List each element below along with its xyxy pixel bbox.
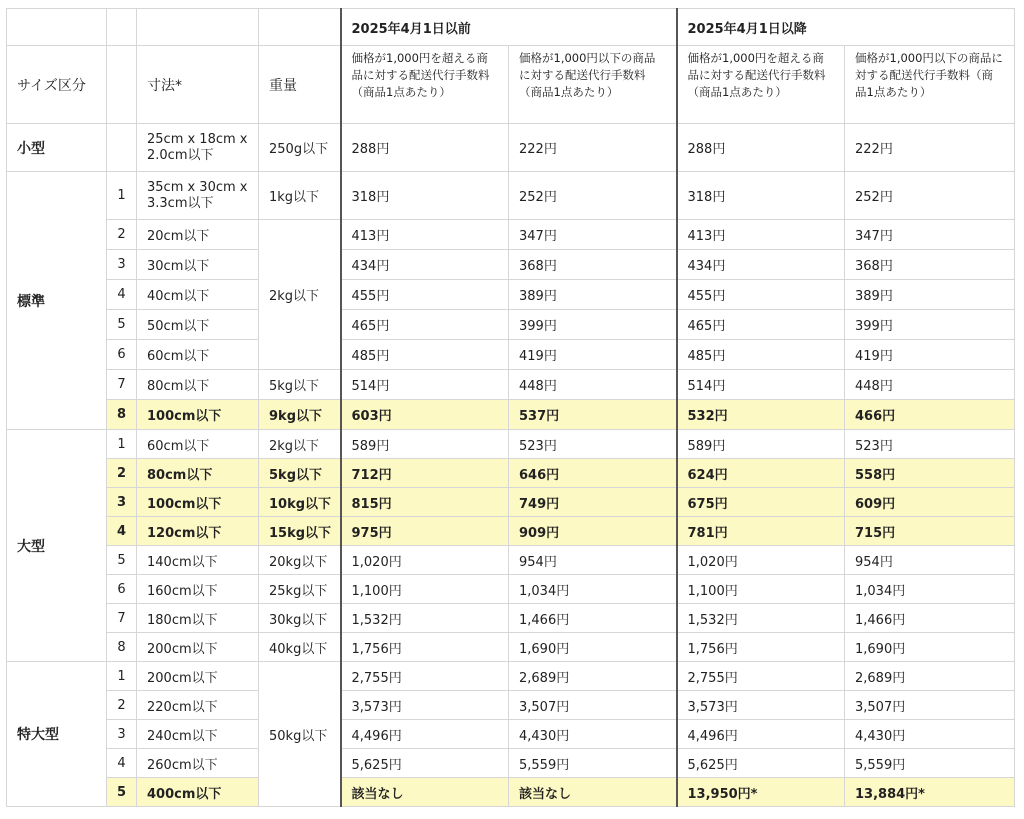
table-row: [7, 340, 1015, 370]
fee-after-under: 2,689円: [845, 662, 1015, 691]
dimension-cell: 260cm以下: [137, 749, 259, 778]
fee-before-over: 288円: [341, 124, 509, 172]
table-row: [7, 604, 1015, 633]
table-row-highlighted: [7, 778, 1015, 807]
fee-after-under: 347円: [845, 220, 1015, 250]
table-row-highlighted: [7, 488, 1015, 517]
fee-after-over: 624円: [677, 459, 845, 488]
weight-cell: 10kg以下: [259, 488, 341, 517]
fee-after-under: 419円: [845, 340, 1015, 370]
row-number: 2: [107, 220, 137, 250]
fee-after-under: 609円: [845, 488, 1015, 517]
fee-before-over: 589円: [341, 430, 509, 459]
header-after-fee-under-1000: 価格が1,000円以下の商品に対する配送代行手数料（商品1点あたり）: [845, 46, 1015, 124]
fee-before-over: 434円: [341, 250, 509, 280]
table-row-highlighted: [7, 400, 1015, 430]
weight-cell: 20kg以下: [259, 546, 341, 575]
header-before-fee-over-1000: 価格が1,000円を超える商品に対する配送代行手数料（商品1点あたり）: [341, 46, 509, 124]
row-number: 2: [107, 459, 137, 488]
dimension-cell: 25cm x 18cm x 2.0cm以下: [137, 124, 259, 172]
fee-before-over: 514円: [341, 370, 509, 400]
header-dimensions: 寸法*: [137, 46, 259, 124]
row-number: 3: [107, 488, 137, 517]
fee-before-over: 1,756円: [341, 633, 509, 662]
fee-after-under: 399円: [845, 310, 1015, 340]
fee-after-over: 781円: [677, 517, 845, 546]
table-row: [7, 280, 1015, 310]
header-row-columns: [7, 46, 1015, 124]
fee-before-over: 603円: [341, 400, 509, 430]
weight-cell: 15kg以下: [259, 517, 341, 546]
table-row-highlighted: [7, 517, 1015, 546]
fee-before-under: 909円: [509, 517, 677, 546]
dimension-cell: 100cm以下: [137, 400, 259, 430]
fee-after-under: 3,507円: [845, 691, 1015, 720]
fee-before-over: 465円: [341, 310, 509, 340]
weight-cell: 50kg以下: [259, 662, 341, 807]
fee-after-over: 13,950円*: [677, 778, 845, 807]
table-row: [7, 220, 1015, 250]
fee-before-under: 5,559円: [509, 749, 677, 778]
row-number: 4: [107, 749, 137, 778]
dimension-cell: 120cm以下: [137, 517, 259, 546]
dimension-cell: 50cm以下: [137, 310, 259, 340]
table-row: [7, 749, 1015, 778]
fee-before-under: 252円: [509, 172, 677, 220]
fee-before-under: 1,690円: [509, 633, 677, 662]
fee-before-under: 1,034円: [509, 575, 677, 604]
dimension-cell: 100cm以下: [137, 488, 259, 517]
fee-before-over: 485円: [341, 340, 509, 370]
fee-after-over: 589円: [677, 430, 845, 459]
fee-before-under: 347円: [509, 220, 677, 250]
fee-before-under: 1,466円: [509, 604, 677, 633]
row-number: 8: [107, 400, 137, 430]
fee-after-over: 413円: [677, 220, 845, 250]
table-row: [7, 430, 1015, 459]
row-number: 4: [107, 517, 137, 546]
table-row: [7, 546, 1015, 575]
dimension-cell: 140cm以下: [137, 546, 259, 575]
dimension-cell: 200cm以下: [137, 662, 259, 691]
fee-before-under: 368円: [509, 250, 677, 280]
table-row: [7, 370, 1015, 400]
fee-before-under: 222円: [509, 124, 677, 172]
weight-cell: 5kg以下: [259, 370, 341, 400]
row-number: [107, 124, 137, 172]
row-number: 7: [107, 370, 137, 400]
dimension-cell: 60cm以下: [137, 430, 259, 459]
fee-after-under: 389円: [845, 280, 1015, 310]
dimension-cell: 180cm以下: [137, 604, 259, 633]
fee-after-under: 523円: [845, 430, 1015, 459]
weight-cell: 9kg以下: [259, 400, 341, 430]
header-blank: [107, 9, 137, 46]
fee-before-under: 419円: [509, 340, 677, 370]
dimension-cell: 240cm以下: [137, 720, 259, 749]
fee-after-under: 466円: [845, 400, 1015, 430]
fee-after-over: 514円: [677, 370, 845, 400]
row-number: 5: [107, 778, 137, 807]
fee-after-over: 1,756円: [677, 633, 845, 662]
dimension-cell: 30cm以下: [137, 250, 259, 280]
fee-before-over: 1,532円: [341, 604, 509, 633]
fee-after-over: 2,755円: [677, 662, 845, 691]
row-number: 1: [107, 662, 137, 691]
fee-before-over: 413円: [341, 220, 509, 250]
fee-before-over: 該当なし: [341, 778, 509, 807]
fee-before-under: 2,689円: [509, 662, 677, 691]
header-blank: [137, 9, 259, 46]
row-number: 2: [107, 691, 137, 720]
weight-cell: 250g以下: [259, 124, 341, 172]
header-blank: [7, 9, 107, 46]
header-before-date: 2025年4月1日以前: [341, 9, 677, 46]
fee-before-over: 5,625円: [341, 749, 509, 778]
row-number: 6: [107, 575, 137, 604]
dimension-cell: 80cm以下: [137, 370, 259, 400]
table-row: [7, 720, 1015, 749]
weight-cell: 40kg以下: [259, 633, 341, 662]
weight-cell: 2kg以下: [259, 220, 341, 370]
fee-after-over: 5,625円: [677, 749, 845, 778]
fee-before-under: 389円: [509, 280, 677, 310]
fee-before-under: 399円: [509, 310, 677, 340]
fee-before-over: 318円: [341, 172, 509, 220]
dimension-cell: 20cm以下: [137, 220, 259, 250]
category-small: 小型: [7, 124, 107, 172]
dimension-cell: 60cm以下: [137, 340, 259, 370]
fee-after-under: 368円: [845, 250, 1015, 280]
fee-before-over: 455円: [341, 280, 509, 310]
fee-after-under: 954円: [845, 546, 1015, 575]
fee-after-over: 1,532円: [677, 604, 845, 633]
category-oversize: 特大型: [7, 662, 107, 807]
fee-before-over: 4,496円: [341, 720, 509, 749]
fee-before-over: 1,100円: [341, 575, 509, 604]
dimension-cell: 35cm x 30cm x 3.3cm以下: [137, 172, 259, 220]
fee-before-under: 523円: [509, 430, 677, 459]
fee-before-under: 537円: [509, 400, 677, 430]
fee-after-over: 288円: [677, 124, 845, 172]
row-number: 6: [107, 340, 137, 370]
fee-after-over: 318円: [677, 172, 845, 220]
row-number: 1: [107, 172, 137, 220]
table-row: [7, 633, 1015, 662]
category-standard: 標準: [7, 172, 107, 430]
fee-before-over: 2,755円: [341, 662, 509, 691]
header-blank: [107, 46, 137, 124]
fee-before-under: 4,430円: [509, 720, 677, 749]
table-row: [7, 250, 1015, 280]
fee-before-under: 3,507円: [509, 691, 677, 720]
fee-after-over: 675円: [677, 488, 845, 517]
fee-after-under: 448円: [845, 370, 1015, 400]
weight-cell: 25kg以下: [259, 575, 341, 604]
row-number: 7: [107, 604, 137, 633]
fee-after-over: 1,100円: [677, 575, 845, 604]
fee-before-under: 646円: [509, 459, 677, 488]
table-row-highlighted: [7, 459, 1015, 488]
fee-before-under: 749円: [509, 488, 677, 517]
row-number: 5: [107, 546, 137, 575]
fee-before-under: 448円: [509, 370, 677, 400]
row-number: 3: [107, 720, 137, 749]
fee-before-under: 該当なし: [509, 778, 677, 807]
fee-after-over: 3,573円: [677, 691, 845, 720]
dimension-cell: 220cm以下: [137, 691, 259, 720]
fee-after-over: 455円: [677, 280, 845, 310]
table-row: [7, 310, 1015, 340]
header-size-class: サイズ区分: [7, 46, 107, 124]
header-before-fee-under-1000: 価格が1,000円以下の商品に対する配送代行手数料（商品1点あたり）: [509, 46, 677, 124]
table-row: [7, 662, 1015, 691]
fee-after-under: 1,690円: [845, 633, 1015, 662]
fee-after-over: 532円: [677, 400, 845, 430]
dimension-cell: 400cm以下: [137, 778, 259, 807]
fee-after-over: 1,020円: [677, 546, 845, 575]
weight-cell: 30kg以下: [259, 604, 341, 633]
fee-after-over: 485円: [677, 340, 845, 370]
fee-after-under: 558円: [845, 459, 1015, 488]
row-number: 4: [107, 280, 137, 310]
fee-after-under: 1,466円: [845, 604, 1015, 633]
fee-before-over: 1,020円: [341, 546, 509, 575]
fee-before-over: 975円: [341, 517, 509, 546]
header-row-groups: [7, 9, 1015, 46]
dimension-cell: 200cm以下: [137, 633, 259, 662]
row-number: 1: [107, 430, 137, 459]
row-number: 8: [107, 633, 137, 662]
fee-before-over: 712円: [341, 459, 509, 488]
weight-cell: 5kg以下: [259, 459, 341, 488]
fee-after-over: 434円: [677, 250, 845, 280]
weight-cell: 2kg以下: [259, 430, 341, 459]
fee-before-over: 815円: [341, 488, 509, 517]
table-row: [7, 575, 1015, 604]
fee-after-under: 252円: [845, 172, 1015, 220]
fee-before-over: 3,573円: [341, 691, 509, 720]
table-row: [7, 172, 1015, 220]
fee-after-over: 4,496円: [677, 720, 845, 749]
fee-after-under: 1,034円: [845, 575, 1015, 604]
weight-cell: 1kg以下: [259, 172, 341, 220]
fee-before-under: 954円: [509, 546, 677, 575]
fee-after-under: 715円: [845, 517, 1015, 546]
fee-after-under: 5,559円: [845, 749, 1015, 778]
header-after-fee-over-1000: 価格が1,000円を超える商品に対する配送代行手数料（商品1点あたり）: [677, 46, 845, 124]
fee-after-over: 465円: [677, 310, 845, 340]
fee-after-under: 222円: [845, 124, 1015, 172]
dimension-cell: 80cm以下: [137, 459, 259, 488]
dimension-cell: 160cm以下: [137, 575, 259, 604]
fee-after-under: 13,884円*: [845, 778, 1015, 807]
table-row: [7, 124, 1015, 172]
header-after-date: 2025年4月1日以降: [677, 9, 1015, 46]
dimension-cell: 40cm以下: [137, 280, 259, 310]
table-row: [7, 691, 1015, 720]
fee-table: [6, 8, 1015, 807]
fee-after-under: 4,430円: [845, 720, 1015, 749]
row-number: 3: [107, 250, 137, 280]
row-number: 5: [107, 310, 137, 340]
category-large: 大型: [7, 430, 107, 662]
header-blank: [259, 9, 341, 46]
header-weight: 重量: [259, 46, 341, 124]
